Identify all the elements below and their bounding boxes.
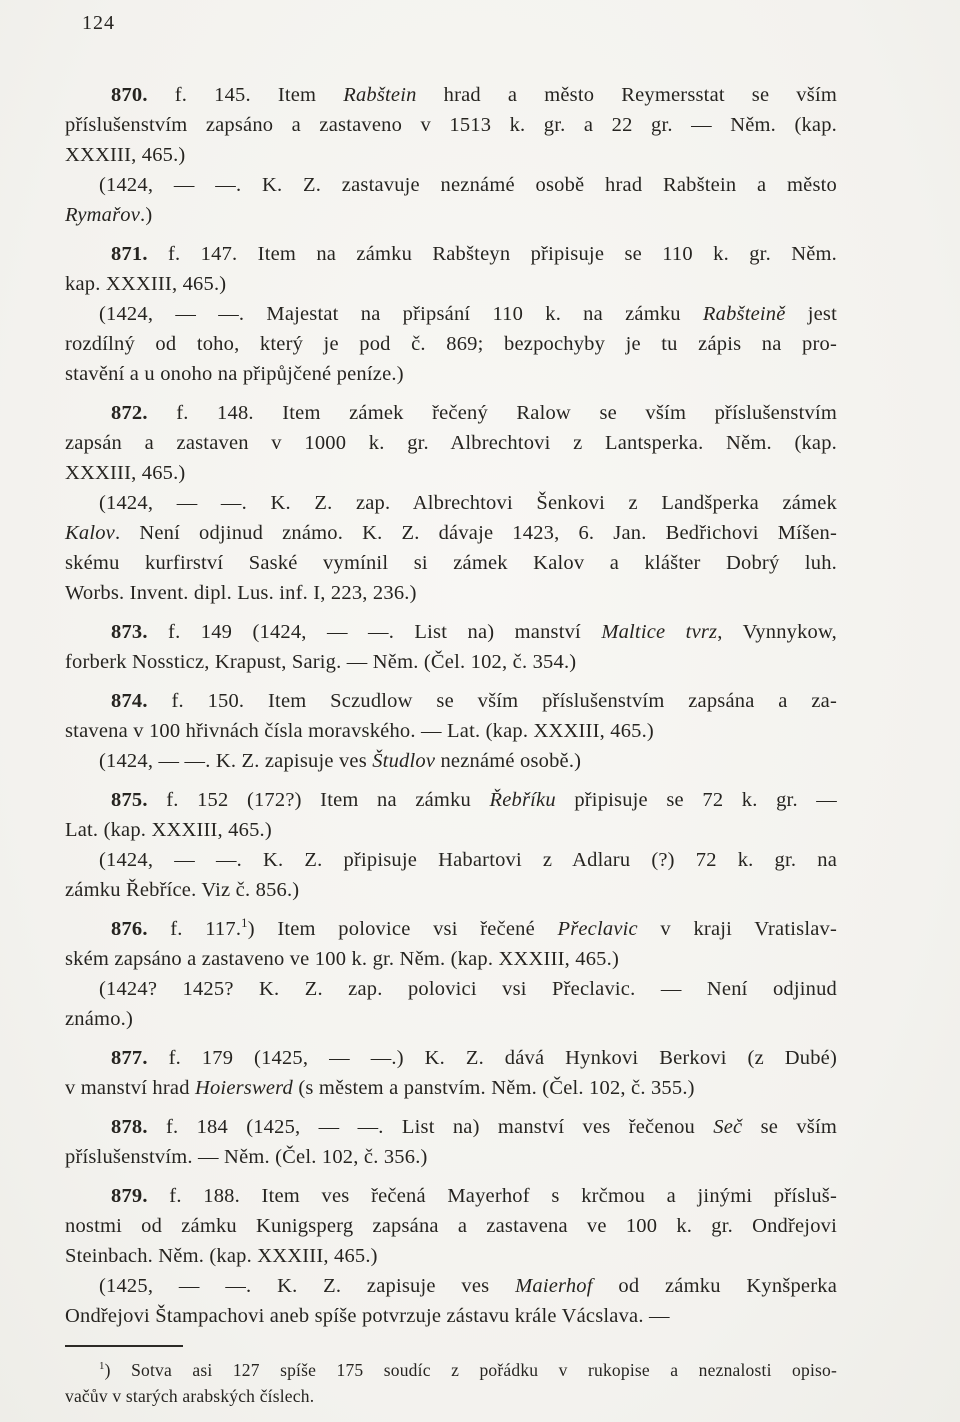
text-segment: 872. xyxy=(111,402,148,424)
entry-871-main xyxy=(65,239,837,299)
text-line xyxy=(65,458,837,488)
text-line xyxy=(65,299,837,329)
text-segment: Študlov xyxy=(372,750,436,772)
text-segment: (1424, — —. K. Z. připisuje Habartovi z Adlaru (?) 72 k. gr. na xyxy=(99,849,837,871)
text-segment: Maltice tvrz xyxy=(601,621,718,643)
text-segment: 876. xyxy=(111,918,148,940)
text-segment: v manství hrad xyxy=(65,1077,195,1099)
text-segment: (1424, — —. K. Z. zastavuje neznámé osobě hrad Rabštein a město xyxy=(99,174,837,196)
entry-877 xyxy=(65,1043,837,1103)
text-segment: 875. xyxy=(111,789,148,811)
text-segment: (s městem a panstvím. Něm. (Čel. 102, č. 355.) xyxy=(293,1077,695,1099)
text-segment: Seč xyxy=(713,1116,743,1138)
entry-875-note xyxy=(65,845,837,905)
entry-873 xyxy=(65,617,837,677)
text-line xyxy=(65,1112,837,1142)
text-segment: Worbs. Invent. dipl. Lus. inf. I, 223, 236.) xyxy=(65,582,417,604)
text-segment: Rabštein xyxy=(343,84,417,106)
text-line xyxy=(65,716,837,746)
text-line xyxy=(65,269,837,299)
text-segment: Lat. (kap. XXXIII, 465.) xyxy=(65,819,272,841)
text-segment: od zámku Kynšperka xyxy=(592,1275,837,1297)
text-segment: rozdílný od toho, který je pod č. 869; bezpochyby je tu zápis na pro- xyxy=(65,333,837,355)
text-segment: f. 145. Item xyxy=(147,84,344,106)
text-segment: Ondřejovi Štampachovi aneb spíše potvrzuje zástavu krále Vácslava. — xyxy=(65,1305,670,1327)
text-segment: 877. xyxy=(111,1047,148,1069)
text-segment: neznámé osobě.) xyxy=(435,750,582,772)
text-line xyxy=(65,785,837,815)
text-line xyxy=(65,617,837,647)
text-segment: 874. xyxy=(111,690,148,712)
text-segment: (1424? 1425? K. Z. zap. polovici vsi Přeclavic. — Není odjinud xyxy=(99,978,837,1000)
text-segment: 871. xyxy=(111,243,148,265)
entry-874-main xyxy=(65,686,837,746)
text-line xyxy=(65,398,837,428)
text-line xyxy=(65,1073,837,1103)
text-segment: příslušenstvím. — Něm. (Čel. 102, č. 356.) xyxy=(65,1146,428,1168)
text-segment: Rabšteině xyxy=(702,303,786,325)
entry-876-note xyxy=(65,974,837,1034)
text-line xyxy=(65,1142,837,1172)
text-segment: .) xyxy=(140,204,153,226)
footnote-separator xyxy=(65,1345,183,1347)
entry-872-main xyxy=(65,398,837,488)
text-line xyxy=(65,944,837,974)
text-line xyxy=(65,746,837,776)
text-segment: (1424, — —. K. Z. zapisuje ves xyxy=(99,750,373,772)
text-segment: XXXIII, 465.) xyxy=(65,462,186,484)
entry-872-note xyxy=(65,488,837,608)
text-segment: zámku Řebříce. Viz č. 856.) xyxy=(65,879,300,901)
text-line xyxy=(65,329,837,359)
text-line xyxy=(65,170,837,200)
text-line xyxy=(65,140,837,170)
text-line xyxy=(65,359,837,389)
text-line xyxy=(65,1383,837,1409)
text-segment: f. 152 (172?) Item na zámku xyxy=(147,789,490,811)
text-segment: skému kurfirství Saské vymínil si zámek Kalov a klášter Dobrý luh. xyxy=(65,552,837,574)
text-line xyxy=(65,1211,837,1241)
text-segment: jest xyxy=(785,303,838,325)
entry-878 xyxy=(65,1112,837,1172)
entry-879-main xyxy=(65,1181,837,1271)
text-segment: Řebříku xyxy=(489,789,556,811)
text-segment: zapsán a zastaven v 1000 k. gr. Albrechtovi z Lantsperka. Něm. (kap. xyxy=(65,432,837,454)
text-line xyxy=(65,428,837,458)
text-line xyxy=(65,815,837,845)
text-segment: stavena v 100 hřivnách čísla moravského. — Lat. (kap. XXXIII, 465.) xyxy=(65,720,654,742)
text-segment: Přeclavic xyxy=(557,918,638,940)
entry-874-note xyxy=(65,746,837,776)
text-segment: 870. xyxy=(111,84,148,106)
footnote-text xyxy=(65,1357,837,1409)
text-segment: Kalov xyxy=(65,522,115,544)
footnote-section xyxy=(65,1345,837,1409)
text-line xyxy=(65,1004,837,1034)
text-line xyxy=(65,578,837,608)
text-segment: f. 179 (1425, — —.) K. Z. dává Hynkovi Berkovi (z Dubé) xyxy=(147,1047,837,1069)
text-line xyxy=(65,1181,837,1211)
page-body xyxy=(65,80,837,1409)
text-segment: hrad a město Reymersstat se vším xyxy=(416,84,837,106)
text-segment: Steinbach. Něm. (kap. XXXIII, 465.) xyxy=(65,1245,378,1267)
text-line xyxy=(65,845,837,875)
text-segment: f. 117. xyxy=(147,918,242,940)
text-segment: Maierhof xyxy=(515,1275,593,1297)
text-segment: ) Sotva asi 127 spíše 175 soudíc z pořádku v rukopise a neznalosti opiso- xyxy=(104,1360,837,1380)
text-line xyxy=(65,875,837,905)
text-segment: stavění a u onoho na připůjčené peníze.) xyxy=(65,363,404,385)
footnote-marker: 1 xyxy=(99,1360,105,1373)
entry-875-main xyxy=(65,785,837,845)
text-segment: Rymařov xyxy=(65,204,141,226)
text-line xyxy=(65,200,837,230)
text-segment: 878. xyxy=(111,1116,148,1138)
text-segment: kap. XXXIII, 465.) xyxy=(65,273,227,295)
entries-section xyxy=(65,80,837,1331)
text-segment: (1424, — —. Majestat na připsání 110 k. na zámku xyxy=(99,303,703,325)
text-line xyxy=(65,488,837,518)
text-line xyxy=(65,1241,837,1271)
text-line xyxy=(65,239,837,269)
text-segment: příslušenstvím zapsáno a zastaveno v 1513 k. gr. a 22 gr. — Něm. (kap. xyxy=(65,114,837,136)
entry-871-note xyxy=(65,299,837,389)
text-segment: forberk Nossticz, Krapust, Sarig. — Něm. (Čel. 102, č. 354.) xyxy=(65,651,577,673)
footnote-marker: 1 xyxy=(241,916,248,931)
text-segment: XXXIII, 465.) xyxy=(65,144,186,166)
text-segment: f. 147. Item na zámku Rabšteyn připisuje se 110 k. gr. Něm. xyxy=(147,243,837,265)
text-line xyxy=(65,1301,837,1331)
text-segment: nostmi od zámku Kunigsperg zapsána a zastavena ve 100 k. gr. Ondřejovi xyxy=(65,1215,837,1237)
text-segment: (1424, — —. K. Z. zap. Albrechtovi Šenkovi z Landšperka zámek xyxy=(99,492,837,514)
text-line xyxy=(65,974,837,1004)
footnote-paragraph xyxy=(65,1357,837,1409)
entry-876-main xyxy=(65,914,837,974)
text-segment: připisuje se 72 k. gr. — xyxy=(555,789,837,811)
text-line xyxy=(65,1357,837,1383)
text-line xyxy=(65,647,837,677)
text-segment: , Vynnykow, xyxy=(717,621,837,643)
text-segment: známo.) xyxy=(65,1008,133,1030)
entry-870-note xyxy=(65,170,837,230)
text-segment: se vším xyxy=(742,1116,838,1138)
text-segment: f. 184 (1425, — —. List na) manství ves řečenou xyxy=(147,1116,714,1138)
text-line xyxy=(65,110,837,140)
page-number: 124 xyxy=(82,12,115,34)
text-segment: f. 149 (1424, — —. List na) manství xyxy=(147,621,602,643)
text-line xyxy=(65,914,837,944)
text-segment: f. 148. Item zámek řečený Ralow se vším příslušenstvím xyxy=(147,402,837,424)
text-segment: ) Item polovice vsi řečené xyxy=(247,918,558,940)
text-segment: . Není odjinud známo. K. Z. dávaje 1423, 6. Jan. Bedřichovi Míšen- xyxy=(114,522,837,544)
text-segment: ském zapsáno a zastaveno ve 100 k. gr. Něm. (kap. XXXIII, 465.) xyxy=(65,948,619,970)
text-segment: 879. xyxy=(111,1185,148,1207)
text-line xyxy=(65,686,837,716)
text-segment: (1425, — —. K. Z. zapisuje ves xyxy=(99,1275,516,1297)
text-line xyxy=(65,1043,837,1073)
text-segment: 873. xyxy=(111,621,148,643)
text-segment: v kraji Vratislav- xyxy=(637,918,837,940)
entry-879-note xyxy=(65,1271,837,1331)
text-segment: f. 188. Item ves řečená Mayerhof s krčmou a jinými přísluš- xyxy=(147,1185,837,1207)
text-line xyxy=(65,80,837,110)
text-line xyxy=(65,1271,837,1301)
text-line xyxy=(65,548,837,578)
text-segment: f. 150. Item Sczudlow se vším příslušenstvím zapsána a za- xyxy=(147,690,837,712)
entry-870-main xyxy=(65,80,837,170)
text-line xyxy=(65,518,837,548)
text-segment: Hoierswerd xyxy=(194,1077,294,1099)
text-segment: vačův v starých arabských číslech. xyxy=(65,1386,315,1406)
